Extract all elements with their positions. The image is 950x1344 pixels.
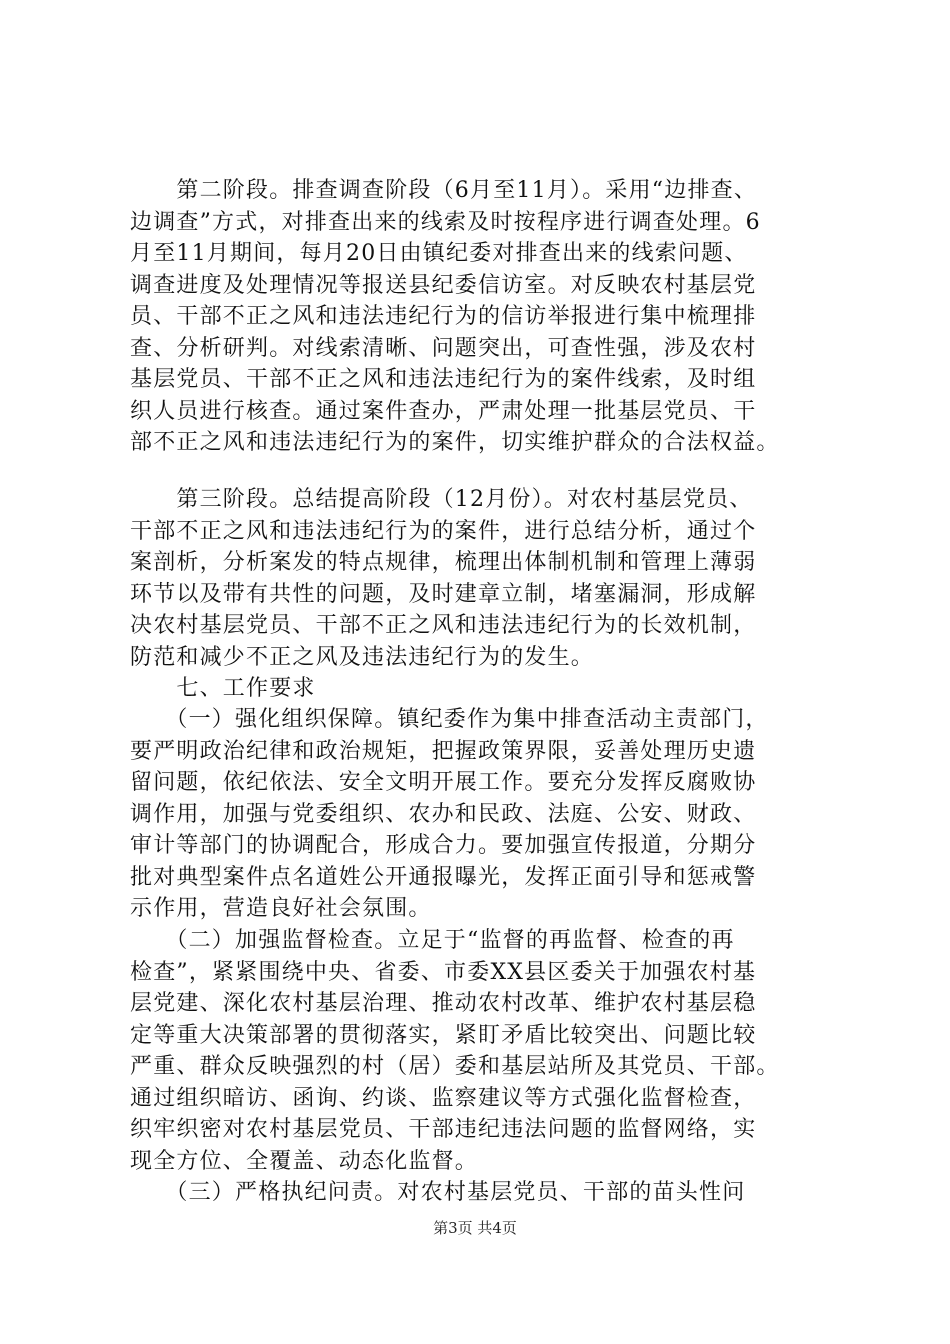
paragraph-requirement-two (130, 925, 830, 1177)
text-line: 严重、群众反映强烈的村（居）委和基层站所及其党员、干部。 (130, 1054, 780, 1079)
section-heading-work-requirements (130, 673, 830, 705)
text-line: 示作用，营造良好社会氛围。 (130, 896, 432, 921)
page-footer (0, 1218, 950, 1238)
text-line: （一）强化组织保障。镇纪委作为集中排查活动主责部门， (130, 707, 769, 732)
text-line: （三）严格执纪问责。对农村基层党员、干部的苗头性问 (130, 1180, 746, 1205)
text-line: 七、工作要求 (130, 676, 316, 701)
text-line: 部不正之风和违法违纪行为的案件，切实维护群众的合法权益。 (130, 430, 780, 455)
text-line: 决农村基层党员、干部不正之风和违法违纪行为的长效机制， (130, 613, 757, 638)
text-line: 基层党员、干部不正之风和违法违纪行为的案件线索，及时组 (130, 367, 757, 392)
text-line: 批对典型案件点名道姓公开通报曝光，发挥正面引导和惩戒警 (130, 864, 757, 890)
text-line: 干部不正之风和违法违纪行为的案件，进行总结分析，通过个 (130, 518, 757, 544)
text-line: 月至11月期间，每月20日由镇纪委对排查出来的线索问题、 (130, 241, 748, 266)
text-line: 留问题，依纪依法、安全文明开展工作。要充分发挥反腐败协 (130, 770, 757, 795)
text-line: 第二阶段。排查调查阶段（6月至11月）。采用“边排查、 (130, 178, 758, 203)
text-line: 第三阶段。总结提高阶段（12月份）。对农村基层党员、 (130, 487, 753, 512)
paragraph-requirement-three (130, 1177, 830, 1209)
text-line: 织牢织密对农村基层党员、干部违纪违法问题的监督网络，实 (130, 1117, 757, 1142)
text-line: 边调查”方式，对排查出来的线索及时按程序进行调查处理。6 (130, 209, 761, 235)
text-line: 现全方位、全覆盖、动态化监督。 (130, 1148, 479, 1174)
text-line: 审计等部门的协调配合，形成合力。要加强宣传报道，分期分 (130, 833, 757, 858)
text-line: （二）加强监督检查。立足于“监督的再监督、检查的再 (130, 928, 735, 953)
text-line: 调查进度及处理情况等报送县纪委信访室。对反映农村基层党 (130, 272, 757, 298)
text-line: 层党建、深化农村基层治理、推动农村改革、维护农村基层稳 (130, 991, 757, 1016)
text-line: 员、干部不正之风和违法违纪行为的信访举报进行集中梳理排 (130, 304, 757, 329)
text-line: 防范和减少不正之风及违法违纪行为的发生。 (130, 644, 595, 670)
text-line: 案剖析，分析案发的特点规律，梳理出体制机制和管理上薄弱 (130, 550, 757, 575)
paragraph-requirement-one (130, 704, 830, 925)
text-line: 通过组织暗访、函询、约谈、监察建议等方式强化监督检查， (130, 1085, 757, 1111)
text-line: 调作用，加强与党委组织、农办和民政、法庭、公安、财政、 (130, 801, 757, 827)
text-line: 环节以及带有共性的问题，及时建章立制，堵塞漏洞，形成解 (130, 581, 757, 607)
paragraph-stage-two (130, 175, 830, 459)
text-line: 定等重大决策部署的贯彻落实，紧盯矛盾比较突出、问题比较 (130, 1022, 757, 1048)
paragraph-stage-three (130, 484, 830, 673)
text-line: 织人员进行核查。通过案件查办，严肃处理一批基层党员、干 (130, 398, 757, 424)
text-line: 查、分析研判。对线索清晰、问题突出，可查性强，涉及农村 (130, 335, 757, 361)
page-number: 第3页 共4页 (433, 1219, 517, 1237)
text-line: 检查”，紧紧围绕中央、省委、市委XX县区委关于加强农村基 (130, 959, 757, 985)
text-line: 要严明政治纪律和政治规矩，把握政策界限，妥善处理历史遗 (130, 738, 757, 764)
